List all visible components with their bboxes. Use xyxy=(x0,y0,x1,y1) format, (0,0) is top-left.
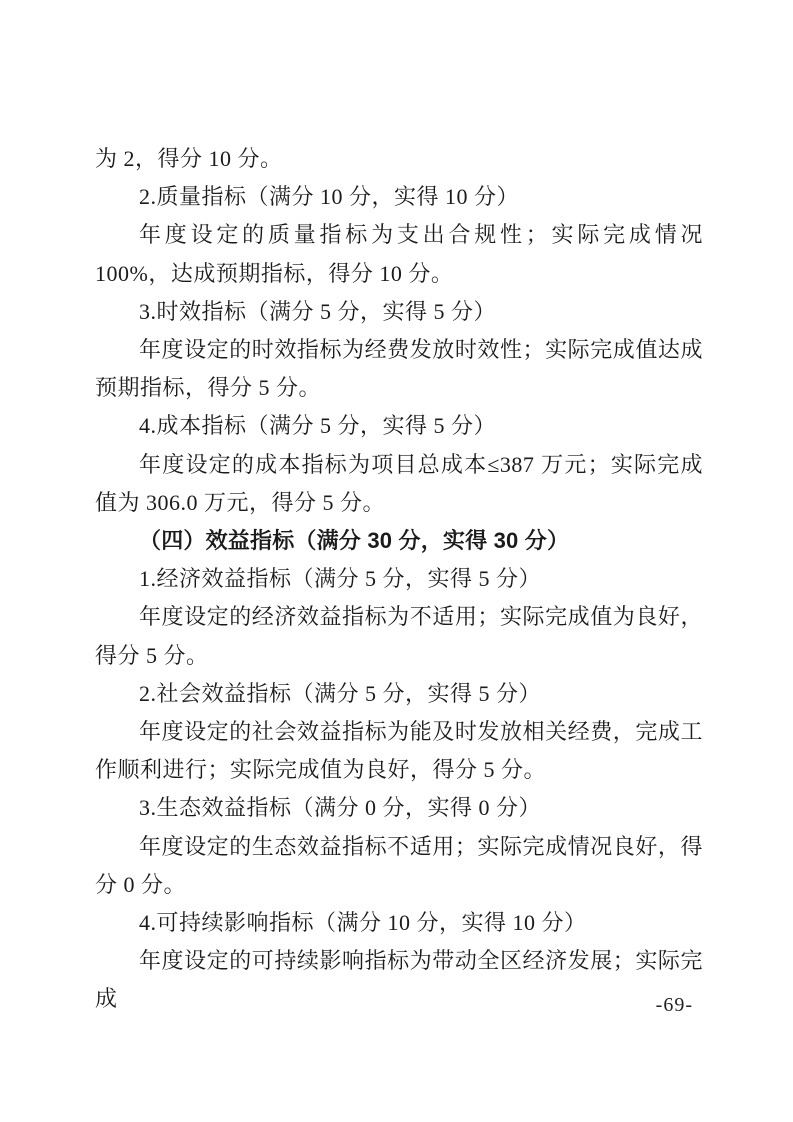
paragraph: 为 2，得分 10 分。 xyxy=(95,146,283,171)
paragraph: 年度设定的时效指标为经费发放时效性；实际完成值达成预期指标，得分 5 分。 xyxy=(95,337,703,401)
paragraph: 年度设定的生态效益指标不适用；实际完成情况良好，得分 0 分。 xyxy=(95,833,703,897)
paragraph: 1.经济效益指标（满分 5 分，实得 5 分） xyxy=(139,566,542,592)
paragraph: 年度设定的经济效益指标为不适用；实际完成值为良好，得分 5 分。 xyxy=(95,604,703,668)
paragraph: 年度设定的可持续影响指标为带动全区经济发展；实际完成 xyxy=(95,948,703,1012)
paragraph: 2.社会效益指标（满分 5 分，实得 5 分） xyxy=(139,680,542,706)
paragraph: 3.生态效益指标（满分 0 分，实得 0 分） xyxy=(139,795,542,821)
document-body xyxy=(95,140,703,1019)
paragraph: 4.成本指标（满分 5 分，实得 5 分） xyxy=(139,413,497,439)
paragraph: 3.时效指标（满分 5 分，实得 5 分） xyxy=(139,298,497,324)
paragraph: 年度设定的社会效益指标为能及时发放相关经费，完成工作顺利进行；实际完成值为良好，得分 5 分。 xyxy=(95,719,703,783)
paragraph: 4.可持续影响指标（满分 10 分，实得 10 分） xyxy=(139,910,587,936)
page-number: -69- xyxy=(655,994,693,1016)
paragraph: 年度设定的成本指标为项目总成本≤387 万元；实际完成值为 306.0 万元，得分 5 分。 xyxy=(95,451,703,515)
paragraph: 2.质量指标（满分 10 分，实得 10 分） xyxy=(139,184,520,210)
section-heading: （四）效益指标（满分 30 分，实得 30 分） xyxy=(139,528,570,554)
paragraph: 年度设定的质量指标为支出合规性；实际完成情况 100%，达成预期指标，得分 10 分。 xyxy=(95,222,703,286)
